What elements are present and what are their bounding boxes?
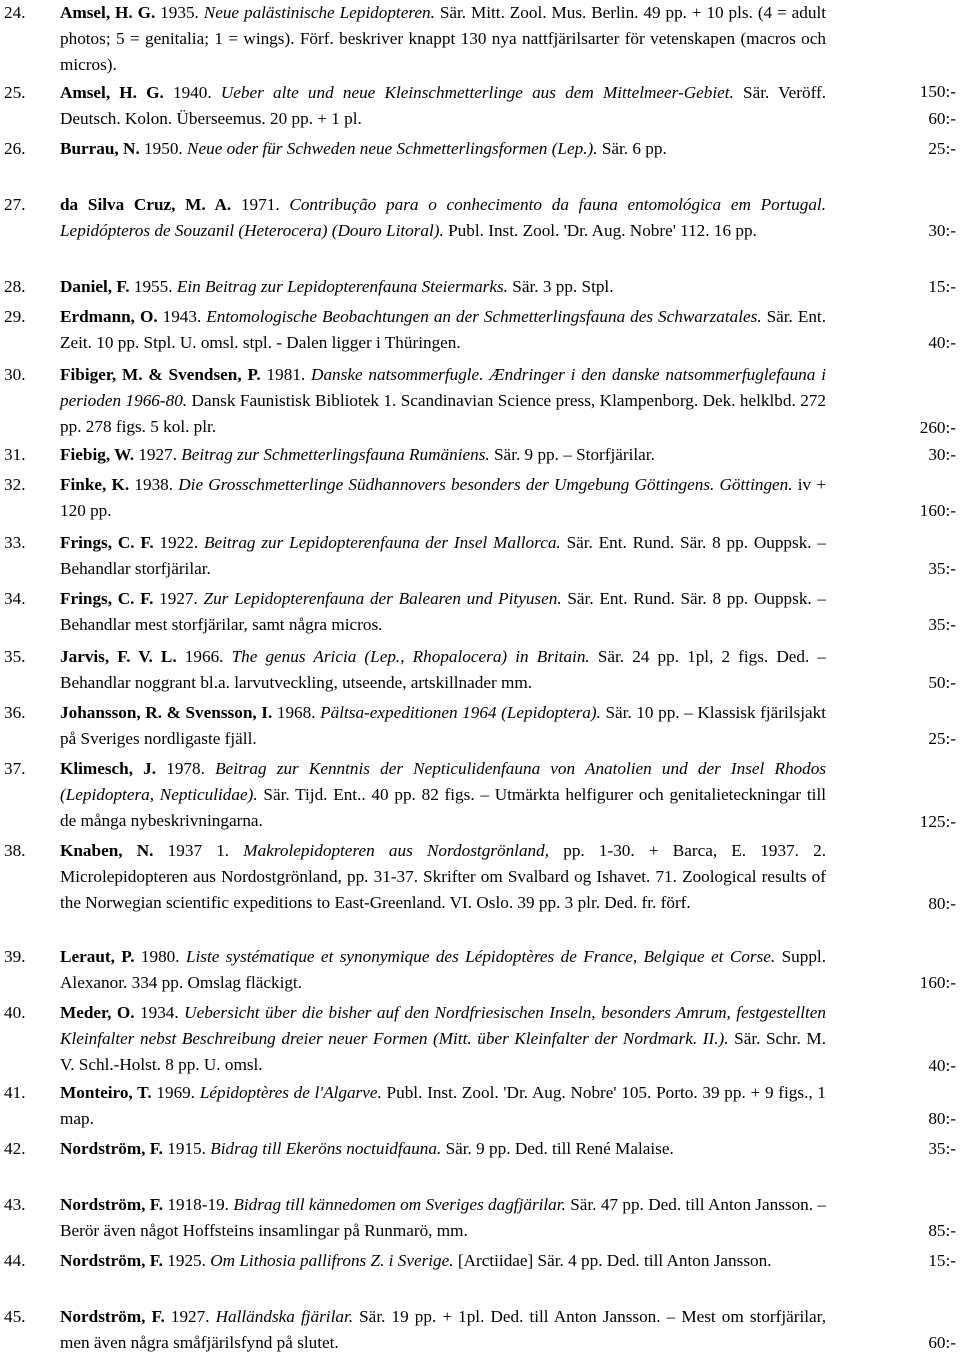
entry-author: Monteiro, T. — [60, 1083, 152, 1102]
entry-text — [60, 586, 826, 638]
entry-number: 44. — [4, 1251, 26, 1270]
catalogue-entry — [0, 700, 960, 752]
entry-price: 25:- — [928, 728, 956, 748]
entry-text — [60, 1304, 826, 1356]
entry-price: 40:- — [928, 332, 956, 352]
entry-year: 1915. — [167, 1139, 206, 1158]
entry-text — [60, 1136, 826, 1162]
entry-year: 1940. — [172, 83, 212, 102]
entry-details: Sär. 24 pp. 1pl, 2 figs. Ded. – Behandlar noggrant bl.a. larvutveckling, utseende, artskillnader mm. — [60, 647, 826, 693]
entry-text — [60, 192, 826, 244]
entry-title: Liste systématique et synonymique des Lépidoptères de France, Belgique et Corse. — [185, 947, 776, 966]
entry-author: Johansson, R. & Svensson, I. — [60, 703, 273, 722]
entry-title: Uebersicht über die bisher auf den Nordfriesischen Inseln, besonders Amrum, festgestellten Kleinfalter nebst Beschreibung dreier neuer Formen (Mitt. über Kleinfalter der Nordmark. II.). — [60, 1003, 827, 1049]
entry-number: 33. — [4, 533, 26, 552]
catalogue-entry — [0, 274, 960, 300]
entry-text — [60, 530, 826, 582]
entry-author: Nordström, F. — [60, 1139, 163, 1158]
entry-year: 1943. — [162, 307, 202, 326]
entry-title: Makrolepidopteren aus Nordostgrönland, — [243, 841, 550, 860]
entry-text — [60, 1192, 826, 1244]
entry-title: Beitrag zur Lepidopterenfauna der Insel Mallorca. — [203, 533, 561, 552]
entry-details: Sär. Veröff. Deutsch. Kolon. Überseemus. 20 pp. + 1 pl. — [60, 83, 827, 129]
entry-price: 30:- — [928, 220, 956, 240]
entry-title: The genus Aricia (Lep., Rhopalocera) in Britain. — [231, 647, 590, 666]
catalogue-entry — [0, 472, 960, 524]
entry-details: Sär. 9 pp. Ded. till René Malaise. — [445, 1139, 674, 1158]
entry-text — [60, 1080, 826, 1132]
entry-details: Dansk Faunistisk Bibliotek 1. Scandinavian Science press, Klampenborg. Dek. helklbd. 272 pp. 278 figs. 5 kol. plr. — [60, 391, 826, 437]
entry-number: 36. — [4, 703, 26, 722]
entry-text — [60, 80, 826, 132]
entry-number: 24. — [4, 3, 26, 22]
entry-author: Knaben, N. — [60, 841, 154, 860]
entry-number: 38. — [4, 841, 26, 860]
entry-year: 1925. — [167, 1251, 206, 1270]
entry-year: 1971. — [240, 195, 280, 214]
entry-price: 60:- — [928, 1332, 956, 1352]
entry-text — [60, 362, 826, 441]
entry-text — [60, 136, 826, 162]
entry-title: Om Lithosia pallifrons Z. i Sverige. — [210, 1251, 454, 1270]
entry-text — [60, 472, 826, 524]
entry-title: Beitrag zur Schmetterlingsfauna Rumäniens. — [181, 445, 490, 464]
entry-number: 29. — [4, 307, 26, 326]
entry-number: 40. — [4, 1003, 26, 1022]
entry-year: 1955. — [133, 277, 173, 296]
entry-details: Sär. 9 pp. – Storfjärilar. — [494, 445, 655, 464]
entry-year: 1978. — [166, 759, 205, 778]
catalogue-entry — [0, 1192, 960, 1244]
entry-number: 39. — [4, 947, 26, 966]
catalogue-entry — [0, 304, 960, 356]
entry-title: Neue oder für Schweden neue Schmetterlingsformen (Lep.). — [187, 139, 598, 158]
catalogue-entry — [0, 756, 960, 835]
entry-price: 160:- — [919, 500, 956, 520]
entry-title: Halländska fjärilar. — [215, 1307, 354, 1326]
entry-author: Frings, C. F. — [60, 589, 154, 608]
entry-price: 15:- — [928, 277, 956, 296]
entry-details: Sär. 3 pp. Stpl. — [512, 277, 614, 296]
catalogue-entry — [0, 362, 960, 441]
entry-number: 27. — [4, 195, 26, 214]
entry-year: 1935. — [160, 3, 199, 22]
entry-details: pp. 1-30. + Barca, E. 1937. 2. Microlepidopteren aus Nordostgrönland, pp. 31-37. Skrifter om Svalbard og Ishavet. 71. Zoological results of the Norwegian scientific expeditions to East-Greenland. VI. Oslo. 39 pp. 3 plr. Ded. fr. förf. — [60, 841, 827, 913]
catalogue-entry — [0, 944, 960, 996]
entry-number: 25. — [4, 83, 26, 102]
entry-title: Die Grosschmetterlinge Südhannovers besonders der Umgebung Göttingens. Göttingen. — [178, 475, 793, 494]
entry-year: 1918-19. — [167, 1195, 229, 1214]
entry-title: Bidrag till kännedomen om Sveriges dagfjärilar. — [233, 1195, 566, 1214]
catalogue-entry — [0, 442, 960, 468]
entry-price: 15:- — [928, 1251, 956, 1270]
entry-text — [60, 274, 826, 300]
entry-text — [60, 0, 826, 79]
entry-title: Zur Lepidopterenfauna der Balearen und Pityusen. — [203, 589, 562, 608]
entry-price: 80:- — [928, 893, 956, 913]
entry-year: 1922. — [159, 533, 199, 552]
entry-text — [60, 442, 826, 468]
entry-author: Nordström, F. — [60, 1307, 165, 1326]
entry-year: 1934. — [140, 1003, 179, 1022]
catalogue-entry — [0, 80, 960, 132]
entry-details: Sär. 10 pp. – Klassisk fjärilsjakt på Sveriges nordligaste fjäll. — [60, 703, 827, 749]
entry-text — [60, 644, 826, 696]
entry-author: Fiebig, W. — [60, 445, 135, 464]
entry-author: Amsel, H. G. — [60, 3, 156, 22]
entry-title: Bidrag till Ekeröns noctuidfauna. — [210, 1139, 442, 1158]
entry-price: 40:- — [928, 1055, 956, 1075]
entry-author: Fibiger, M. & Svendsen, P. — [60, 365, 261, 384]
entry-author: Burrau, N. — [60, 139, 140, 158]
entry-text — [60, 1000, 826, 1079]
catalogue-entry — [0, 530, 960, 582]
entry-title: Danske natsommerfugle. Ændringer i den danske natsommerfuglefauna i perioden 1966-80. — [60, 365, 826, 411]
entry-number: 28. — [4, 277, 26, 296]
entry-year: 1927. — [138, 445, 177, 464]
entry-title: Lépidoptères de l'Algarve. — [199, 1083, 382, 1102]
entry-year: 1950. — [144, 139, 183, 158]
entry-details: Sär. Ent. Rund. Sär. 8 pp. Ouppsk. – Behandlar storfjärilar. — [60, 533, 827, 579]
entry-details: Sär. Tijd. Ent.. 40 pp. 82 figs. – Utmärkta helfigurer och genitalieteckningar till de många nybeskrivningarna. — [60, 785, 827, 831]
entry-year: 1927. — [170, 1307, 210, 1326]
entry-number: 45. — [4, 1307, 26, 1326]
entry-price: 80:- — [928, 1108, 956, 1128]
entry-author: Leraut, P. — [60, 947, 135, 966]
entry-number: 34. — [4, 589, 26, 608]
entry-text — [60, 838, 826, 917]
entry-details: Publ. Inst. Zool. 'Dr. Aug. Nobre' 112. 16 pp. — [448, 221, 757, 241]
entry-details: iv + 120 pp. — [60, 475, 827, 521]
entry-author: Daniel, F. — [60, 277, 130, 296]
catalogue-entry — [0, 1000, 960, 1079]
entry-author: Finke, K. — [60, 475, 130, 494]
catalogue-entry — [0, 1080, 960, 1132]
entry-number: 32. — [4, 475, 26, 494]
entry-title: Ueber alte und neue Kleinschmetterlinge aus dem Mittelmeer-Gebiet. — [220, 83, 734, 102]
entry-year: 1968. — [276, 703, 316, 722]
entry-number: 42. — [4, 1139, 26, 1158]
entry-number: 35. — [4, 647, 26, 666]
entry-title: Pältsa-expeditionen 1964 (Lepidoptera). — [320, 703, 601, 722]
entry-details: Sär. Ent. Zeit. 10 pp. Stpl. U. omsl. stpl. - Dalen ligger i Thüringen. — [60, 307, 826, 353]
catalogue-entry — [0, 644, 960, 696]
entry-title: Ein Beitrag zur Lepidopterenfauna Steiermarks. — [176, 277, 508, 296]
catalogue-entry — [0, 1248, 960, 1274]
entry-price: 30:- — [928, 445, 956, 464]
entry-year: 1969. — [156, 1083, 196, 1102]
catalogue-entry — [0, 1136, 960, 1162]
entry-price: 50:- — [928, 672, 956, 692]
entry-author: Meder, O. — [60, 1003, 135, 1022]
entry-author: Jarvis, F. V. L. — [60, 647, 177, 666]
entry-details: [Arctiidae] Sär. 4 pp. Ded. till Anton Jansson. — [457, 1251, 772, 1270]
entry-text — [60, 756, 826, 835]
entry-details: Sär. 47 pp. Ded. till Anton Jansson. –Berör även något Hoffsteins insamlingar på Runmarö, mm. — [60, 1195, 827, 1241]
entry-author: Amsel, H. G. — [60, 83, 164, 102]
catalogue-entry — [0, 192, 960, 244]
entry-title: Contribução para o conhecimento da fauna entomológica em Portugal. Lepidópteros de Souzanil (Heterocera) (Douro Litoral). — [60, 195, 827, 241]
entry-author: da Silva Cruz, M. A. — [60, 195, 232, 214]
entry-price: 35:- — [928, 614, 956, 634]
entry-title: Entomologische Beobachtungen an der Schmetterlingsfauna des Schwarzatales. — [206, 307, 762, 326]
entry-year: 1937 1. — [167, 841, 230, 860]
entry-author: Nordström, F. — [60, 1195, 164, 1214]
entry-details: Sär. 6 pp. — [601, 139, 667, 158]
entry-price: 125:- — [919, 811, 956, 831]
catalogue-entry — [0, 1304, 960, 1356]
entry-number: 26. — [4, 139, 26, 158]
entry-number: 37. — [4, 759, 26, 778]
catalogue-entry — [0, 838, 960, 917]
entry-details: Sär. 19 pp. + 1pl. Ded. till Anton Jansson. – Mest om storfjärilar, men även några småfjärilsfynd på slutet. — [60, 1307, 827, 1353]
entry-price: 25:- — [928, 139, 956, 158]
entry-details: Sär. Schr. M. V. Schl.-Holst. 8 pp. U. omsl. — [60, 1029, 827, 1075]
entry-price: 260:- — [919, 417, 956, 437]
entry-details: Sär. Ent. Rund. Sär. 8 pp. Ouppsk. – Behandlar mest storfjärilar, samt några micros. — [60, 589, 827, 635]
entry-price: 35:- — [928, 1139, 956, 1158]
entry-details: Sär. Mitt. Zool. Mus. Berlin. 49 pp. + 10 pls. (4 = adult photos; 5 = genitalia; 1 = wings). Förf. beskriver knappt 130 nya nattfjärilsarter för vetenskapen (macros och micros). — [60, 3, 827, 75]
entry-author: Erdmann, O. — [60, 307, 158, 326]
entry-text — [60, 304, 826, 356]
entry-price: 160:- — [919, 972, 956, 992]
entry-text — [60, 1248, 826, 1274]
entry-text — [60, 700, 826, 752]
entry-author: Nordström, F. — [60, 1251, 163, 1270]
entry-number: 30. — [4, 365, 26, 384]
entry-author: Frings, C. F. — [60, 533, 154, 552]
entry-text — [60, 944, 826, 996]
entry-number: 43. — [4, 1195, 26, 1214]
entry-year: 1981. — [266, 365, 306, 384]
entry-details: Publ. Inst. Zool. 'Dr. Aug. Nobre' 105. Porto. 39 pp. + 9 figs., 1 map. — [60, 1083, 827, 1129]
entry-number: 41. — [4, 1083, 26, 1102]
entry-title: Neue palästinische Lepidopteren. — [203, 3, 435, 22]
entry-year: 1966. — [184, 647, 224, 666]
entry-year: 1927. — [159, 589, 198, 608]
entry-price: 150:- — [919, 82, 956, 101]
entry-year: 1980. — [140, 947, 180, 966]
entry-number: 31. — [4, 445, 26, 464]
entry-year: 1938. — [134, 475, 174, 494]
entry-details: Suppl. Alexanor. 334 pp. Omslag fläckigt. — [60, 947, 826, 993]
entry-title: Beitrag zur Kenntnis der Nepticulidenfauna von Anatolien und der Insel Rhodos (Lepidoptera, Nepticulidae). — [60, 759, 827, 805]
entry-price: 35:- — [928, 558, 956, 578]
entry-price: 60:- — [928, 108, 956, 128]
catalogue-entry — [0, 586, 960, 638]
entry-author: Klimesch, J. — [60, 759, 157, 778]
entry-price: 85:- — [928, 1220, 956, 1240]
catalogue-entry — [0, 136, 960, 162]
